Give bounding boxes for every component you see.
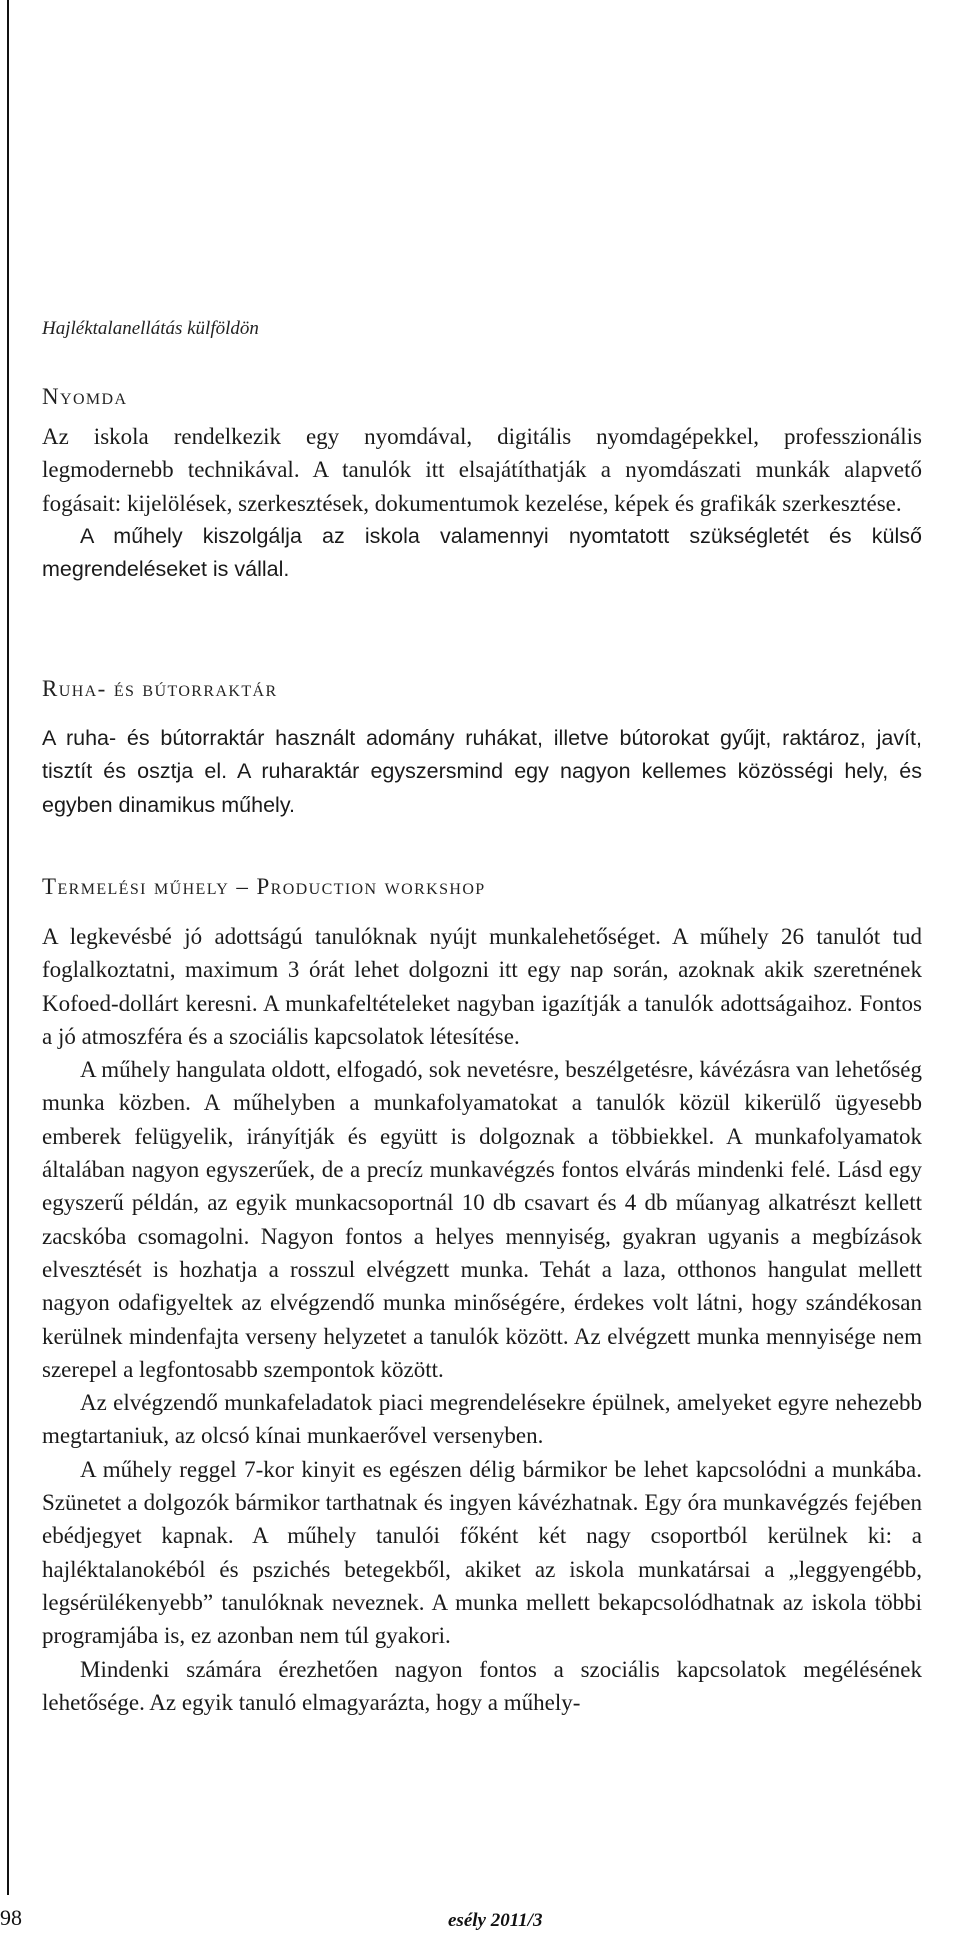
paragraph: A műhely reggel 7-kor kinyit es egészen délig bármikor be lehet kapcsolódni a munkába. Szünetet a dolgozók bármikor tarthatnak és ingyen kávézhatnak. Egy óra munkavégzés fejében ebédjegyet kapnak. A műhely tanulói főként két nagy csoportból kerülnek ki: a hajléktalanokéból és pszichés betegekből, akiket az iskola munkatársai a „leggyengébb, legsérülékenyebb” tanulóknak neveznek. A munka mellett bekapcsolódhatnak az iskola többi programjába is, ez azonban nem túl gyakori. xyxy=(42,1456,922,1649)
journal-name: esély 2011/3 xyxy=(448,1910,543,1931)
paragraph: A legkevésbé jó adottságú tanulóknak nyújt munkalehetőséget. A műhely 26 tanulót tud foglalkoztatni, maximum 3 órát lehet dolgozni itt egy nap során, azoknak akik szeretnének Kofoed-dollárt keresni. A munkafeltételeket nagyban igazítják a tanulók adottságaihoz. Fontos a jó atmoszféra és a szociális kapcsolatok létesítése. xyxy=(42,924,922,1049)
paragraph: Mindenki számára érezhetően nagyon fontos a szociális kapcsolatok megélésének lehetősége. Az egyik tanuló elmagyarázta, hogy a műhely- xyxy=(42,1656,922,1715)
paragraph: A ruha- és bútorraktár használt adomány ruhákat, illetve bútorokat gyűjt, raktároz, javít, tisztít és osztja el. A ruharaktár egyszersmind egy nagyon kellemes közösségi hely, és egyben dinamikus műhely. xyxy=(42,726,922,817)
margin-rule xyxy=(7,0,9,1895)
page-number: 98 xyxy=(0,1905,22,1930)
section-nyomda xyxy=(42,384,922,586)
section-heading: Termelési műhely – Production workshop xyxy=(42,874,486,899)
section-termelesi-muhely xyxy=(42,874,922,1719)
section-ruha-es-butorraktar xyxy=(42,676,922,822)
section-heading: Nyomda xyxy=(42,384,128,409)
paragraph: A műhely hangulata oldott, elfogadó, sok nevetésre, beszélgetésre, kávézásra van lehetőség munka közben. A műhelyben a munkafolyamatokat a tanulók közül kikerülő ügyesebb emberek felügyelik, irányítják és együtt is dolgoznak a többiekkel. A munkafolyamatok általában nagyon egyszerűek, de a precíz munkavégzés fontos elvárás mindenki felé. Lásd egy egyszerű példán, az egyik munkacsoportnál 10 db csavart és 4 db műanyag alkatrészt kellett zacskóba csomagolni. Nagyon fontos a helyes mennyiség, gyakran ugyanis a megbízások elvesztését is hozhatja a rosszul elvégzett munka. Tehát a laza, otthonos hangulat mellett nagyon odafigyeltek az elvégzendő munka minőségére, érdekes volt látni, hogy szándékosan kerülnek mindenfajta verseny helyzetet a tanulók között. Az elvégzett munka mennyisége nem szerepel a legfontosabb szempontok között. xyxy=(42,1057,922,1382)
paragraph: Az elvégzendő munkafeladatok piaci megrendelésekre épülnek, amelyeket egyre nehezebb megtartaniuk, az olcsó kínai munkaerővel versenyben. xyxy=(42,1390,922,1449)
running-head: Hajléktalanellátás külföldön xyxy=(42,318,259,339)
paragraph: Az iskola rendelkezik egy nyomdával, digitális nyomdagépekkel, professzionális legmodernebb technikával. A tanulók itt elsajátíthatják a nyomdászati munkák alapvető fogásait: kijelölések, szerkesztések, dokumentumok kezelése, képek és grafikák szerkesztése. xyxy=(42,424,922,516)
section-heading: Ruha- és bútorraktár xyxy=(42,676,278,701)
paragraph: A műhely kiszolgálja az iskola valamennyi nyomtatott szükségletét és külső megrendeléseket is vállal. xyxy=(42,523,922,582)
